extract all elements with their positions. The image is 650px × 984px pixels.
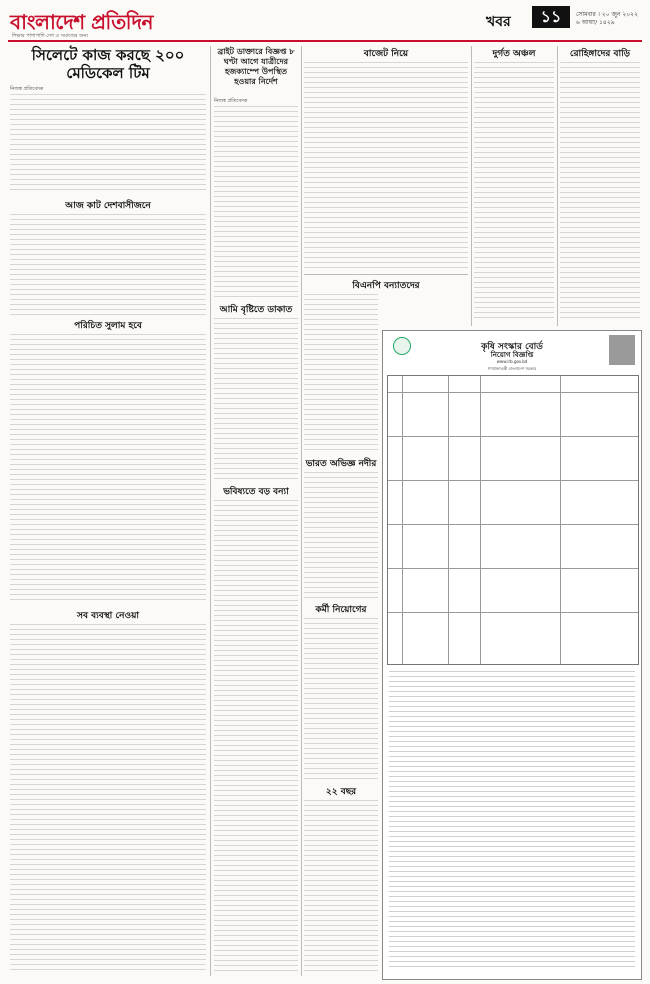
logo-tagline: শিক্ষার পাশাপাশি দেশ ও সমাজের জন্য [12, 33, 89, 39]
date-line [576, 11, 638, 27]
lead-body-4 [10, 622, 206, 974]
page-number: ১১ [532, 6, 570, 28]
ad-website: www.lrb.gov.bd [496, 359, 528, 364]
col3-subhead-4: ২২ বছর [325, 787, 357, 797]
ad-instructions [389, 669, 635, 969]
col2-body-2 [214, 316, 298, 480]
col3-headline: বাজেট নিয়ে [363, 49, 409, 59]
ad-subtitle: গণপ্রজাতন্ত্রী বাংলাদেশ সরকার [487, 366, 537, 371]
col4-headline: দুর্গত অঞ্চল [492, 49, 536, 59]
lead-subhead-1: আজ কাট দেশবাসীজনে [65, 201, 151, 211]
notice-title: নিয়োগ বিজ্ঞপ্তি [490, 351, 534, 359]
masthead-rule [8, 40, 642, 42]
col3-body-5 [304, 798, 378, 974]
col5-body [560, 60, 640, 322]
section-rule [304, 274, 468, 275]
date-gregorian: সোমবার । ২০ জুন ২০২২ [576, 11, 638, 18]
positions-table [387, 375, 639, 665]
date-bengali: ৬ আষাঢ় ১৪২৯ [576, 19, 615, 26]
col2-headline: ব্রাইট ডাক্তারে বিজ্ঞপ্ত ৮ ঘণ্টা আগে যাত্রীদের হজক্যাম্পে উপস্থিত হওয়ার নির্দেশ [217, 46, 295, 86]
lead-body-3 [10, 332, 206, 604]
lead-subhead-2: পরিচিত সুলাম হবে [74, 321, 142, 331]
col3-subhead-1: বিএনপি বন্যাতদের [352, 281, 420, 291]
col3-body-3 [304, 470, 378, 598]
column-divider [557, 46, 558, 326]
col2-subhead-2: ভবিষ্যতে বড় বন্যা [223, 487, 289, 497]
col3-body-4 [304, 616, 378, 780]
col2-body-1 [214, 104, 298, 298]
lead-body-2 [10, 212, 206, 316]
col4-body [474, 60, 554, 322]
job-advertisement [382, 330, 642, 980]
ad-title: কৃষি সংস্কার বোর্ড [481, 342, 543, 352]
col3-body-1 [304, 60, 468, 270]
col2-subhead-1: আমি বৃষ্টিতে ডাকাত [219, 305, 293, 315]
col3-subhead-2: ভারত অভিজ্ঞ নদীর [305, 459, 377, 469]
col2-body-3 [214, 498, 298, 974]
column-divider [471, 46, 472, 326]
column-divider [210, 46, 211, 976]
lead-subhead-3: সব ব্যবস্থা নেওয়া [77, 611, 139, 621]
lead-byline: নিজস্ব প্রতিবেদক [10, 86, 44, 92]
col2-byline: নিজস্ব প্রতিবেদক [214, 98, 248, 104]
lead-headline: সিলেটে কাজ করছে ২০০ মেডিকেল টিম [31, 46, 185, 82]
col3-body-2 [304, 292, 378, 452]
lead-body-1 [10, 92, 206, 194]
column-divider [301, 46, 302, 976]
newspaper-logo: বাংলাদেশ প্রতিদিন [10, 10, 153, 34]
col3-subhead-3: কর্মী নিয়োগের [315, 605, 367, 615]
section-title: খবর [486, 14, 511, 30]
col5-headline: রোহিঙ্গাদের বাড়ি [569, 49, 631, 59]
